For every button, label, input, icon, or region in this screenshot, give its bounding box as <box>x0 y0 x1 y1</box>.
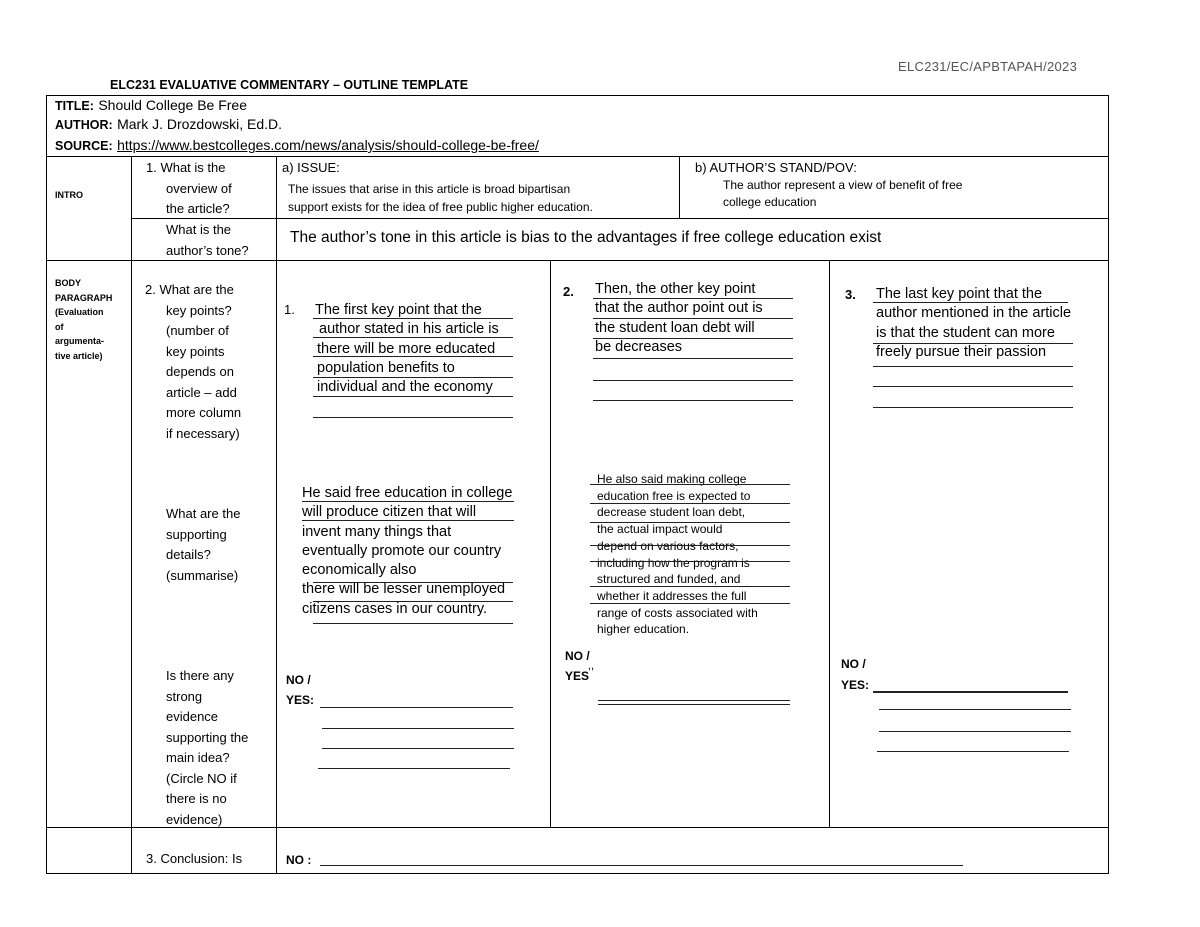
answer-line <box>877 751 1069 752</box>
answer-line <box>313 417 513 418</box>
answer-line <box>318 768 510 769</box>
answer-line <box>590 603 790 604</box>
source-link[interactable]: https://www.bestcolleges.com/news/analysis/should-college-be-free/ <box>117 137 539 153</box>
question-tone: What is the author’s tone? <box>166 222 249 258</box>
answer-line <box>313 377 513 378</box>
answer-line <box>873 366 1073 367</box>
answer-line <box>313 356 513 357</box>
answer-line <box>593 338 793 339</box>
answer-line <box>590 484 790 485</box>
answer-line <box>590 522 790 523</box>
answer-line <box>320 707 513 708</box>
answer-line <box>593 298 793 299</box>
key-point-2-number: 2. <box>563 284 574 299</box>
issue-label: a) ISSUE: <box>282 160 340 175</box>
key-point-3-answer: The last key point that the author mentioned in the article is that the student can more freely pursue their passion <box>876 286 1072 360</box>
author-stand-block <box>695 160 962 211</box>
column-divider <box>550 260 551 827</box>
author-stand-label: b) AUTHOR’S STAND/POV: <box>695 160 857 175</box>
answer-line <box>313 582 513 583</box>
key-point-2-evidence-no[interactable]: NO / <box>565 649 590 663</box>
intro-section-label: INTRO <box>55 190 83 200</box>
answer-line <box>593 358 793 359</box>
title-value: Should College Be Free <box>98 97 247 113</box>
answer-line <box>873 302 1068 303</box>
key-point-1-number: 1. <box>284 302 295 317</box>
answer-line <box>598 704 790 705</box>
key-point-2-supporting-details: He also said making college education free is expected to decrease student loan debt, the actual impact would depend on various factors, including how the program is structured and funded, and whether it addresses the full range of costs associated with higher education. <box>597 472 758 637</box>
column-divider <box>276 156 277 874</box>
key-point-1-supporting-details: He said free education in college will produce citizen that will invent many things that eventually promote our country economically also there will be lesser unemployed citizens cases in our country. <box>302 485 513 617</box>
answer-line <box>593 318 793 319</box>
row-divider <box>46 156 1109 157</box>
question-key-points: 2. What are the key points? (number of key points depends on article – add more column if necessary) <box>145 282 242 441</box>
row-divider <box>131 218 1109 219</box>
answer-line <box>313 601 513 602</box>
key-point-3-number: 3. <box>845 287 856 302</box>
conclusion-answer-line[interactable] <box>320 865 963 866</box>
key-point-3-evidence-no[interactable]: NO / <box>841 657 866 671</box>
document-title: ELC231 EVALUATIVE COMMENTARY – OUTLINE TEMPLATE <box>110 78 469 92</box>
answer-line <box>590 561 790 562</box>
answer-line <box>313 396 513 397</box>
answer-line <box>322 728 514 729</box>
answer-line <box>590 586 790 587</box>
answer-line <box>593 380 793 381</box>
title-row <box>55 97 247 115</box>
column-divider <box>131 156 132 874</box>
key-point-3-evidence-yes[interactable]: YES: <box>841 678 870 692</box>
answer-line <box>598 700 790 701</box>
issue-block <box>282 160 593 216</box>
author-value: Mark J. Drozdowski, Ed.D. <box>117 116 283 132</box>
author-stand-answer: The author represent a view of benefit of free college education <box>723 178 963 209</box>
author-row <box>55 116 282 134</box>
answer-line <box>873 407 1073 408</box>
key-point-1-evidence-yes[interactable]: YES: <box>286 693 315 707</box>
answer-line <box>313 318 513 319</box>
author-label: AUTHOR: <box>55 118 113 132</box>
answer-line <box>873 386 1073 387</box>
column-divider <box>679 156 680 218</box>
conclusion-no[interactable]: NO : <box>286 853 312 867</box>
key-point-1-evidence-no[interactable]: NO / <box>286 673 311 687</box>
source-row <box>55 137 539 155</box>
answer-line <box>313 337 513 338</box>
column-divider <box>829 260 830 827</box>
answer-line <box>879 709 1071 710</box>
question-supporting-details: What are the supporting details? (summarise) <box>166 506 241 583</box>
question-evidence: Is there any strong evidence supporting the main idea? (Circle NO if there is no evidence) <box>166 668 249 827</box>
title-label: TITLE: <box>55 99 94 113</box>
answer-line <box>302 501 514 502</box>
body-section-label: BODY PARAGRAPH (Evaluation of argumenta- tive article) <box>55 278 113 361</box>
source-label: SOURCE: <box>55 139 113 153</box>
answer-line <box>313 623 513 624</box>
answer-line <box>302 520 514 521</box>
document-reference: ELC231/EC/APBTAPAH/2023 <box>898 59 1078 74</box>
key-point-2-answer: Then, the other key point that the author point out is the student loan debt will be decreases <box>595 281 763 355</box>
answer-line <box>593 400 793 401</box>
key-point-2-evidence-yes[interactable]: YES <box>565 669 590 683</box>
key-point-2-evidence-mark: ,, <box>588 660 595 672</box>
answer-line <box>322 748 514 749</box>
tone-answer: The author’s tone in this article is bias to the advantages if free college education exist <box>290 229 882 246</box>
answer-line <box>590 545 790 546</box>
answer-line <box>879 731 1071 732</box>
answer-line <box>873 691 1068 693</box>
question-overview: 1. What is the overview of the article? <box>146 160 232 216</box>
answer-line <box>873 343 1073 344</box>
issue-answer: The issues that arise in this article is broad bipartisan support exists for the idea of free public higher education. <box>288 182 593 214</box>
question-conclusion: 3. Conclusion: Is <box>146 851 243 866</box>
key-point-1-answer: The first key point that the author stated in his article is there will be more educated population benefits to individual and the economy <box>315 302 499 396</box>
answer-line <box>590 503 790 504</box>
